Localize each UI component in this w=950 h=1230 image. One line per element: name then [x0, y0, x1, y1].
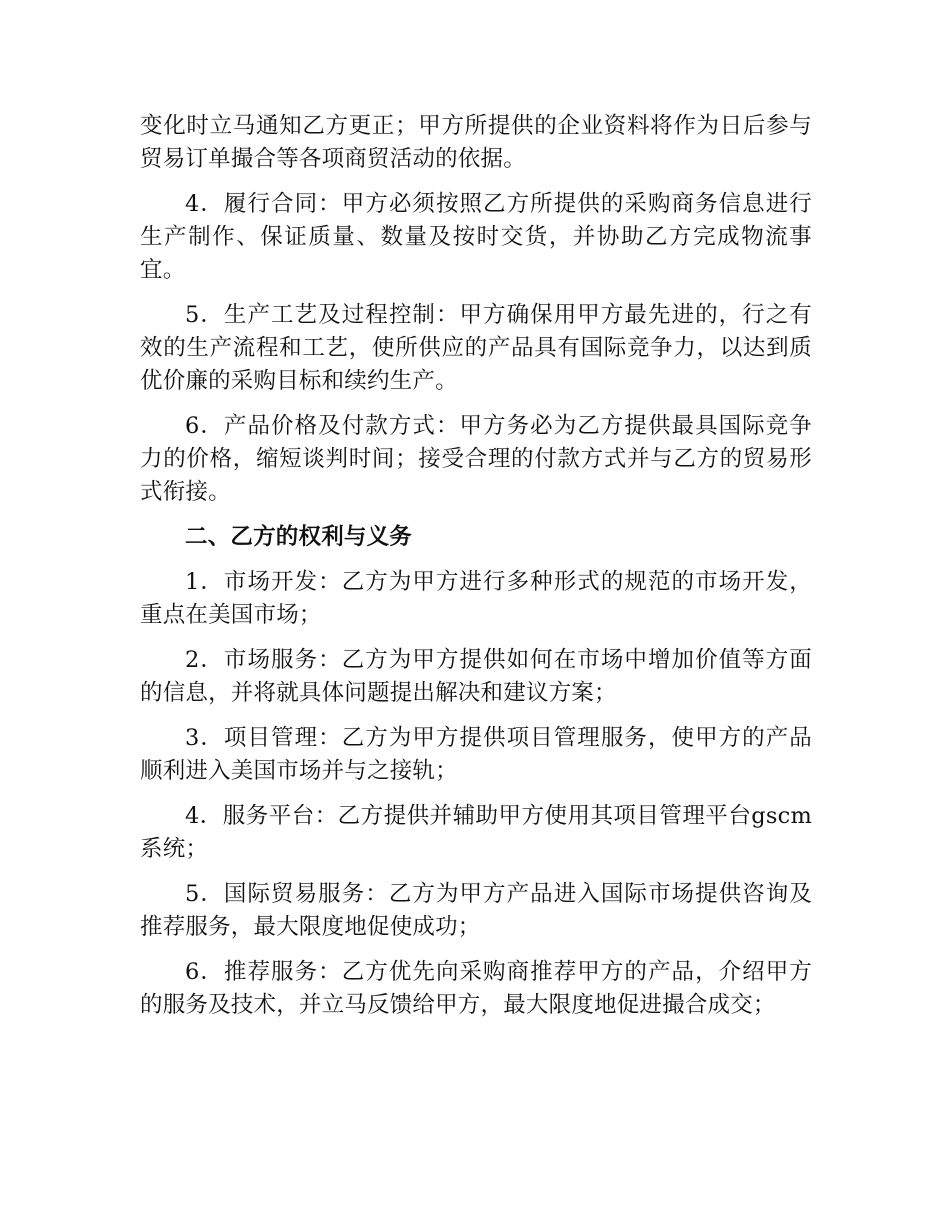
document-page: [140, 110, 812, 1034]
paragraph-continuation: 变化时立马通知乙方更正；甲方所提供的企业资料将作为日后参与贸易订单撮合等各项商贸活动的依据。: [140, 113, 812, 172]
paragraph-clause-b5: 5．国际贸易服务：乙方为甲方产品进入国际市场提供咨询及推荐服务，最大限度地促使成功；: [140, 881, 812, 940]
paragraph-clause-b2: 2．市场服务：乙方为甲方提供如何在市场中增加价值等方面的信息，并将就具体问题提出解决和建议方案；: [140, 647, 812, 706]
paragraph-clause-b6: 6．推荐服务：乙方优先向采购商推荐甲方的产品，介绍甲方的服务及技术，并立马反馈给甲方，最大限度地促进撮合成交；: [140, 959, 812, 1018]
paragraph-clause-b1: 1．市场开发：乙方为甲方进行多种形式的规范的市场开发，重点在美国市场；: [140, 569, 812, 628]
paragraph-clause-a6: 6．产品价格及付款方式：甲方务必为乙方提供最具国际竞争力的价格，缩短谈判时间；接受合理的付款方式并与乙方的贸易形式衔接。: [140, 413, 812, 505]
paragraph-clause-b4: 4．服务平台：乙方提供并辅助甲方使用其项目管理平台gscm系统；: [140, 803, 812, 862]
section-heading: 二、乙方的权利与义务: [185, 524, 413, 550]
paragraph-clause-b3: 3．项目管理：乙方为甲方提供项目管理服务，使甲方的产品顺利进入美国市场并与之接轨；: [140, 725, 812, 784]
paragraph-clause-a4: 4．履行合同：甲方必须按照乙方所提供的采购商务信息进行生产制作、保证质量、数量及按时交货，并协助乙方完成物流事宜。: [140, 191, 812, 283]
paragraph-clause-a5: 5．生产工艺及过程控制：甲方确保用甲方最先进的，行之有效的生产流程和工艺，使所供应的产品具有国际竞争力，以达到质优价廉的采购目标和续约生产。: [140, 302, 812, 394]
